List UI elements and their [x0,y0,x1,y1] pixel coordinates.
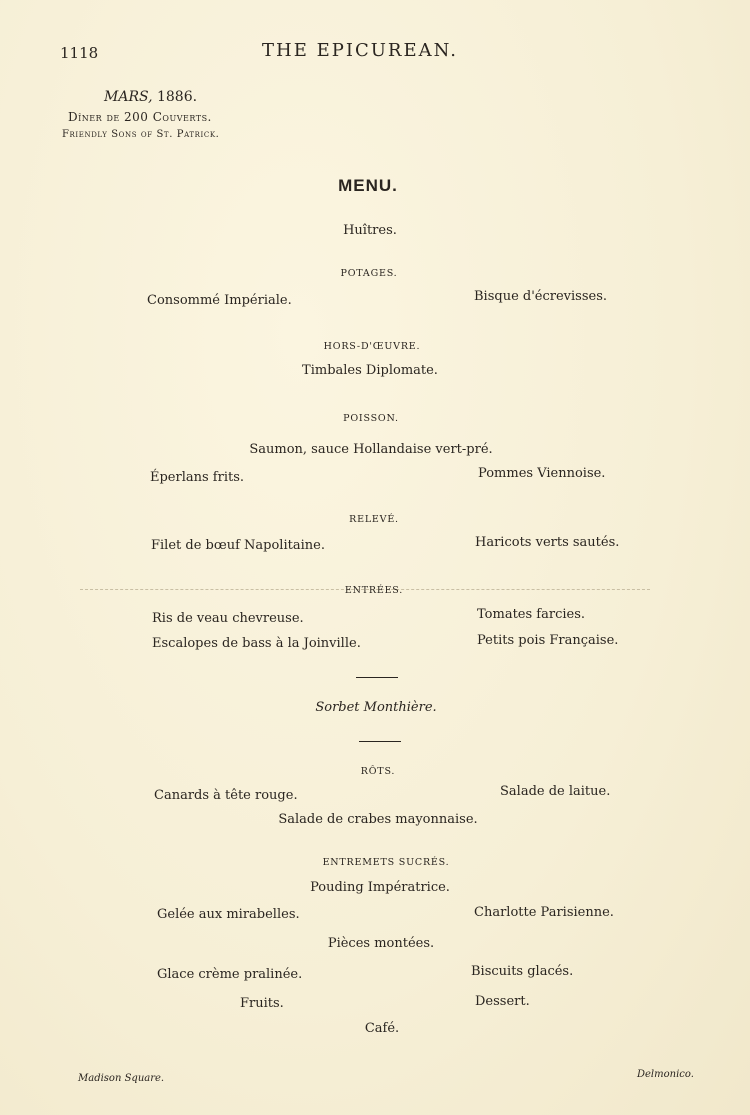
section-releve: RELEVÉ. [349,514,399,525]
dish-releve-right: Haricots verts sautés. [475,535,620,550]
dish-potage-left: Consommé Impériale. [147,293,292,308]
dish-rot-center: Salade de crabes mayonnaise. [278,812,478,827]
dish-rot-left: Canards à tête rouge. [154,788,298,803]
dish-potage-right: Bisque d'écrevisses. [474,289,608,304]
dish-biscuits: Biscuits glacés. [471,964,574,979]
section-rots: RÔTS. [360,766,396,777]
dish-huitres: Huîtres. [343,223,397,238]
dish-entremets-right: Charlotte Parisienne. [474,905,614,920]
section-entrees: ENTRÉES. [344,585,404,596]
page-number: 1118 [60,44,99,62]
divider-rule-2 [359,741,401,742]
dish-entree-right-2: Petits pois Française. [477,633,619,648]
dish-poisson-right: Pommes Viennoise. [478,466,606,481]
dish-sorbet: Sorbet Monthière. [315,700,437,715]
dish-dessert: Dessert. [475,994,530,1009]
section-entremets: ENTREMETS SUCRÉS. [322,857,450,868]
dish-entremets-left: Gelée aux mirabelles. [157,907,300,922]
event-year: 1886. [156,89,198,105]
event-month: MARS, [104,89,153,105]
dish-entree-left-1: Ris de veau chevreuse. [152,611,304,626]
society-name: Friendly Sons of St. Patrick. [62,129,220,140]
divider-rule-1 [356,677,398,678]
dish-glace: Glace crème pralinée. [157,967,303,982]
running-title: THE EPICUREAN. [262,40,458,61]
dish-pieces-montees: Pièces montées. [327,936,435,951]
dish-poisson-center: Saumon, sauce Hollandaise vert-pré. [249,442,493,457]
dish-hors-doeuvre: Timbales Diplomate. [302,363,438,378]
menu-title: MENU. [338,176,398,195]
footer-caterer: Delmonico. [637,1069,694,1080]
footer-venue: Madison Square. [78,1073,165,1084]
dish-rot-right: Salade de laitue. [500,784,611,799]
dish-fruits: Fruits. [240,996,284,1011]
dish-releve-left: Filet de bœuf Napolitaine. [151,538,325,553]
dish-entremets-center: Pouding Impératrice. [310,880,450,895]
dish-entree-right-1: Tomates farcies. [477,607,585,622]
section-hors-doeuvre: HORS-D'ŒUVRE. [323,341,421,352]
dish-entree-left-2: Escalopes de bass à la Joinville. [152,636,361,651]
section-potages: POTAGES. [340,268,398,279]
dish-cafe: Café. [364,1021,400,1036]
dinner-covers: Dîner de 200 Couverts. [68,110,212,124]
section-poisson: POISSON. [343,413,399,424]
event-date [104,89,197,105]
dish-poisson-left: Éperlans frits. [150,470,245,485]
